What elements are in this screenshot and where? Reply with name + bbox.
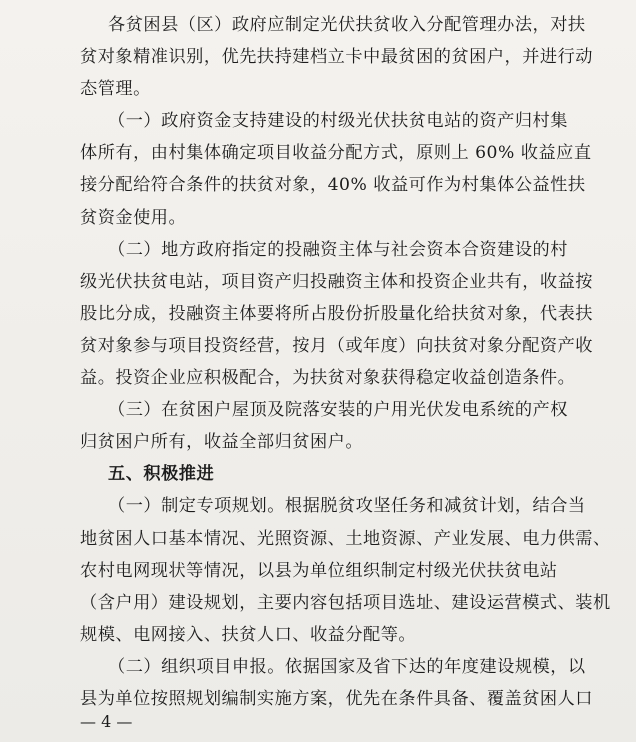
text-line: 贫对象精准识别，优先扶持建档立卡中最贫困的贫困户，并进行动 bbox=[80, 47, 593, 68]
text-line: 股比分成，投融资主体要将所占股份折股量化给扶贫对象，代表扶 bbox=[80, 303, 593, 324]
text-line: （一）制定专项规划。根据脱贫攻坚任务和减贫计划，结合当 bbox=[108, 496, 586, 517]
text-line: 态管理。 bbox=[80, 79, 151, 100]
text-line: （二）组织项目申报。依据国家及省下达的年度建设规模，以 bbox=[108, 656, 586, 677]
text-line: 接分配给符合条件的扶贫对象，40% 收益可作为村集体公益性扶 bbox=[80, 175, 586, 196]
text-line: （二）地方政府指定的投融资主体与社会资本合资建设的村 bbox=[108, 239, 568, 260]
text-line: 益。投资企业应积极配合，为扶贫对象获得稳定收益创造条件。 bbox=[80, 368, 576, 389]
text-line: （一）政府资金支持建设的村级光伏扶贫电站的资产归村集 bbox=[108, 111, 568, 132]
text-line: 规模、电网接入、扶贫人口、收益分配等。 bbox=[80, 624, 417, 645]
text-line: 归贫困户所有，收益全部归贫困户。 bbox=[80, 432, 364, 453]
text-line: 体所有，由村集体确定项目收益分配方式，原则上 60% 收益应直 bbox=[80, 143, 592, 164]
text-line: 各贫困县（区）政府应制定光伏扶贫收入分配管理办法，对扶 bbox=[108, 15, 586, 35]
page-number: — 4 — bbox=[80, 712, 133, 731]
text-line: 农村电网现状等情况，以县为单位组织制定村级光伏扶贫电站 bbox=[80, 560, 558, 581]
text-line: 贫资金使用。 bbox=[80, 207, 187, 228]
text-line: （含户用）建设规划，主要内容包括项目选址、建设运营模式、装机 bbox=[80, 592, 611, 613]
text-line: （三）在贫困户屋顶及院落安装的户用光伏发电系统的产权 bbox=[108, 400, 568, 421]
text-line: 地贫困人口基本情况、光照资源、土地资源、产业发展、电力供需、 bbox=[80, 528, 611, 549]
text-line: 级光伏扶贫电站，项目资产归投融资主体和投资企业共有，收益按 bbox=[80, 271, 593, 292]
text-line: 县为单位按照规划编制实施方案，优先在条件具备、覆盖贫困人口 bbox=[80, 689, 593, 709]
text-line: 贫对象参与项目投资经营，按月（或年度）向扶贫对象分配资产收 bbox=[80, 335, 593, 356]
section-heading: 五、积极推进 bbox=[108, 464, 215, 485]
